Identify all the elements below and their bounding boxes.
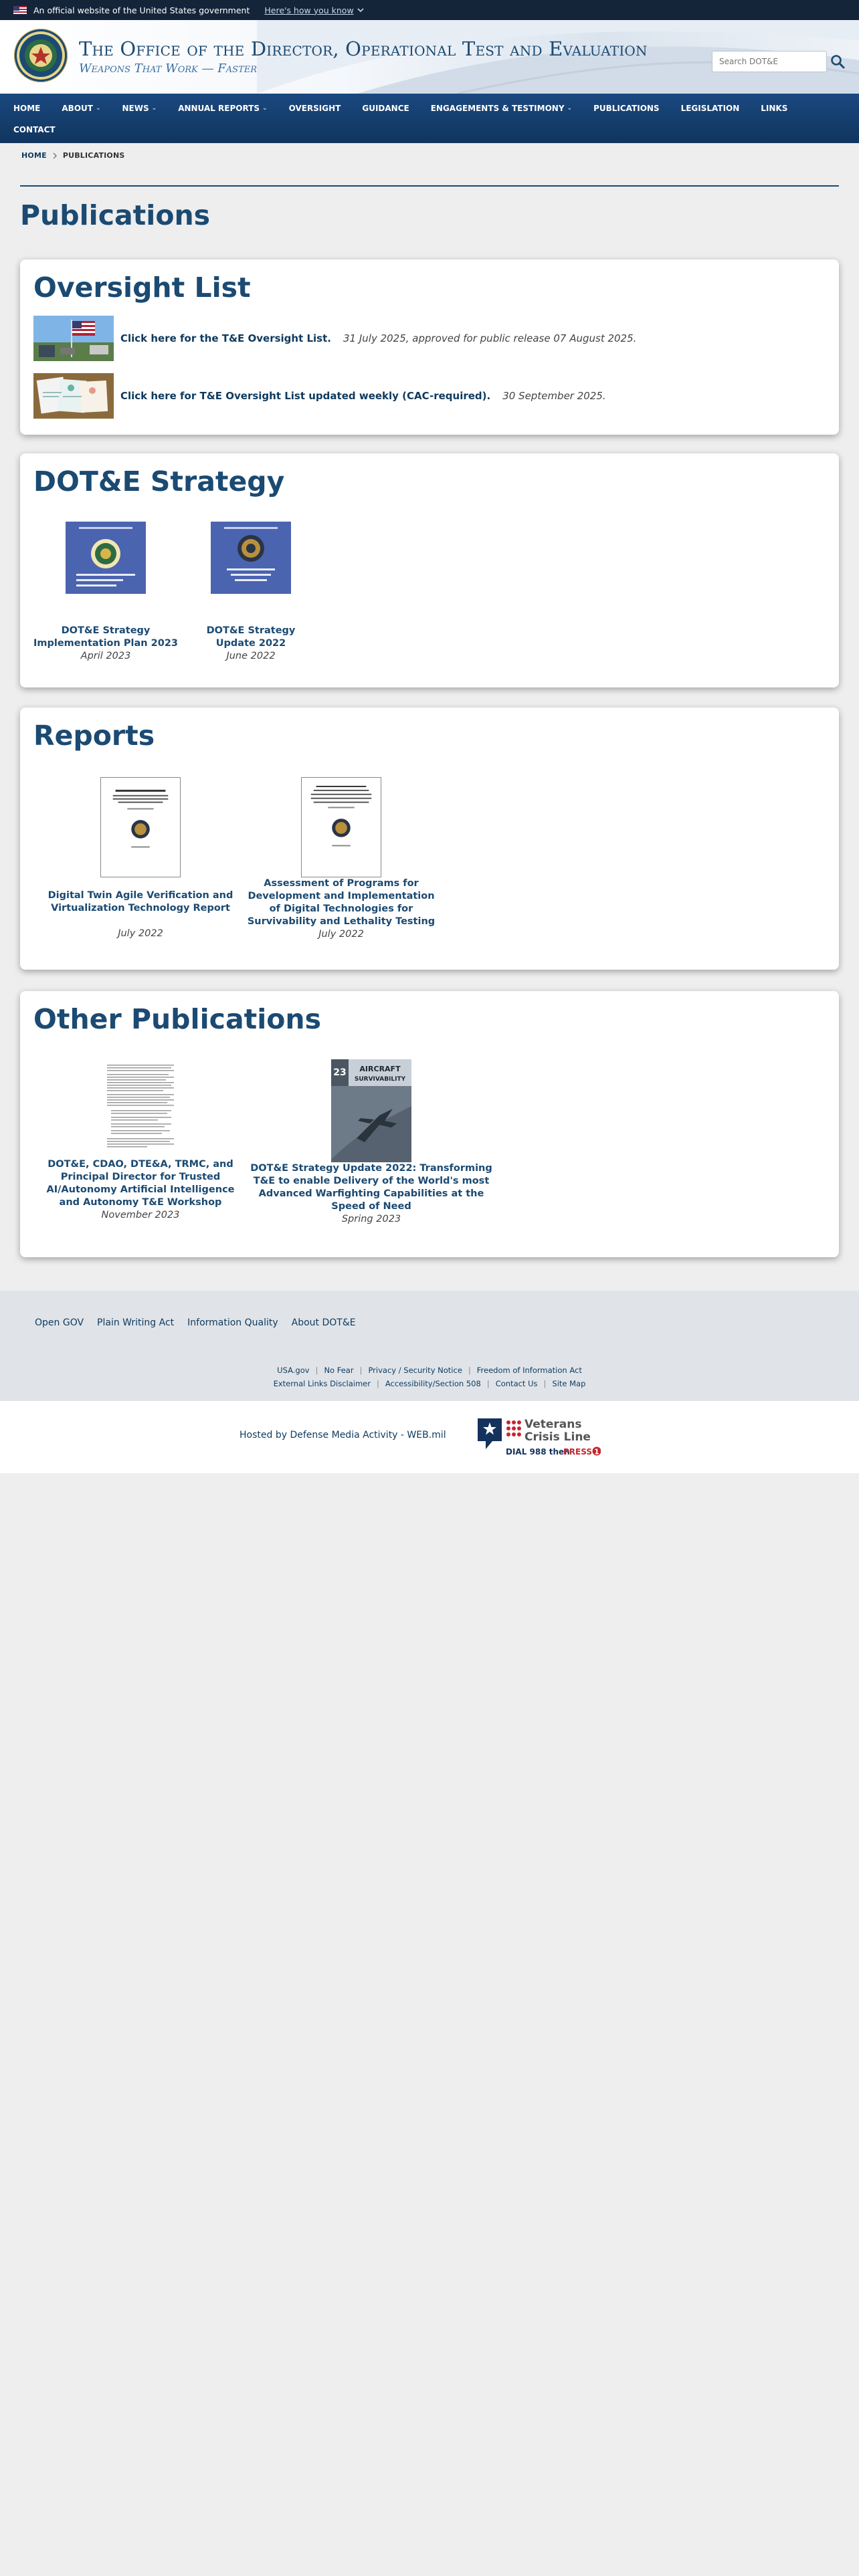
publication-title[interactable]: DOT&E Strategy Update 2022 — [206, 625, 296, 649]
search-icon[interactable] — [830, 53, 846, 70]
nav-item-label: ABOUT — [62, 104, 93, 113]
footer-mini-link-usa-gov[interactable]: USA.gov — [277, 1366, 310, 1375]
footer-mini-links-row-2 — [0, 1379, 859, 1388]
nav-item-annual-reports[interactable] — [178, 104, 267, 113]
oversight-weekly-link[interactable]: Click here for T&E Oversight List updated weekly (CAC-required). — [120, 390, 491, 402]
publication-date: July 2022 — [318, 929, 364, 940]
publication-date: July 2022 — [118, 928, 163, 939]
site-footer — [0, 1291, 859, 1401]
cover-issue-number: 23 — [333, 1067, 347, 1078]
strategy-update-2022-cover[interactable] — [211, 522, 291, 621]
vcl-line2: Crisis Line — [524, 1430, 591, 1444]
strategy-card — [20, 453, 839, 687]
chevron-right-icon — [52, 152, 58, 159]
publication-item[interactable] — [32, 522, 179, 663]
nav-item-legislation[interactable] — [681, 104, 740, 113]
footer-separator: | — [543, 1379, 547, 1388]
footer-mini-link-privacy-security-notice[interactable]: Privacy / Security Notice — [368, 1366, 462, 1375]
footer-mini-link-freedom-of-information-act[interactable]: Freedom of Information Act — [476, 1366, 582, 1375]
footer-mini-link-external-links-disclaimer[interactable]: External Links Disclaimer — [273, 1379, 371, 1388]
nav-item-label: LINKS — [761, 104, 788, 113]
veterans-crisis-line-logo[interactable] — [476, 1414, 601, 1459]
digital-twin-report-cover[interactable] — [100, 777, 181, 877]
nav-item-home[interactable] — [13, 104, 40, 113]
page-title: Publications — [20, 199, 211, 231]
strategy-heading: DOT&E Strategy — [33, 465, 285, 498]
publication-date: June 2022 — [226, 651, 276, 661]
us-flag-icon — [13, 6, 27, 14]
footer-separator: | — [468, 1366, 471, 1375]
site-tagline: Weapons That Work — Faster — [79, 62, 258, 76]
nav-item-label: GUIDANCE — [362, 104, 409, 113]
oversight-weekly-date: 30 September 2025. — [502, 390, 606, 402]
nav-item-links[interactable] — [761, 104, 787, 113]
vcl-press-number: 1 — [594, 1447, 599, 1457]
title-rule — [20, 185, 839, 187]
dote-seal-logo[interactable] — [13, 28, 68, 83]
nav-item-label: CONTACT — [13, 125, 56, 134]
footer-mini-link-no-fear[interactable]: No Fear — [324, 1366, 354, 1375]
vcl-press: PRESS — [563, 1447, 592, 1457]
footer-links — [35, 1317, 356, 1328]
nav-item-engagements-and-testimony[interactable] — [431, 104, 572, 113]
reports-card — [20, 708, 839, 970]
heres-how-you-know-label: Here's how you know — [264, 5, 354, 15]
main-nav — [0, 94, 859, 143]
publication-item[interactable] — [40, 777, 241, 940]
publication-date: Spring 2023 — [341, 1214, 401, 1224]
nav-item-contact[interactable] — [13, 125, 56, 134]
publication-title[interactable]: DOT&E Strategy Update 2022: Transforming T&E to enable Delivery of the World's most Advanced Warfighting Capabilities at the Speed of Need — [250, 1163, 492, 1212]
cover-title: AIRCRAFT — [359, 1065, 401, 1073]
publication-item[interactable] — [201, 522, 301, 663]
publication-item[interactable] — [241, 777, 442, 941]
nav-item-about[interactable] — [62, 104, 100, 113]
reports-heading: Reports — [33, 720, 155, 752]
footer-link-plain-writing-act[interactable]: Plain Writing Act — [97, 1317, 175, 1328]
oversight-heading: Oversight List — [33, 272, 251, 304]
footer-mini-link-contact-us[interactable]: Contact Us — [495, 1379, 538, 1388]
nav-row-1 — [13, 98, 846, 119]
nav-item-label: HOME — [13, 104, 41, 113]
footer-separator: | — [486, 1379, 490, 1388]
footer-mini-link-site-map[interactable]: Site Map — [552, 1379, 586, 1388]
nav-row-2 — [13, 119, 846, 140]
chevron-down-icon: ⌄ — [262, 105, 268, 112]
publication-title[interactable]: Digital Twin Agile Verification and Virtualization Technology Report — [47, 890, 233, 914]
chevron-down-icon: ⌄ — [95, 105, 101, 112]
nav-item-label: ANNUAL REPORTS — [178, 104, 260, 113]
footer-link-open-gov[interactable]: Open GOV — [35, 1317, 84, 1328]
other-publications-card — [20, 991, 839, 1257]
nav-item-publications[interactable] — [593, 104, 660, 113]
nav-item-guidance[interactable] — [362, 104, 409, 113]
nav-item-label: ENGAGEMENTS & TESTIMONY — [430, 104, 565, 113]
breadcrumb — [21, 151, 125, 160]
site-title[interactable]: The Office of the Director, Operational Test and Evaluation — [79, 37, 648, 60]
chevron-down-icon: ⌄ — [567, 105, 573, 112]
publication-title[interactable]: Assessment of Programs for Development and Implementation of Digital Technologies for Survivability and Lethality Testing — [247, 878, 436, 927]
footer-link-information-quality[interactable]: Information Quality — [187, 1317, 278, 1328]
heres-how-you-know-link[interactable] — [264, 5, 363, 15]
oversight-weekly-thumbnail[interactable] — [33, 373, 114, 419]
nav-item-oversight[interactable] — [289, 104, 341, 113]
hosted-by-link[interactable]: Hosted by Defense Media Activity - WEB.mil — [240, 1430, 446, 1440]
chevron-down-icon — [357, 7, 364, 13]
other-publications-heading: Other Publications — [33, 1003, 322, 1035]
breadcrumb-current: PUBLICATIONS — [62, 151, 125, 160]
footer-mini-link-accessibility-section-508[interactable]: Accessibility/Section 508 — [385, 1379, 481, 1388]
cover-subtitle: SURVIVABILITY — [354, 1076, 406, 1083]
hosting-footer — [0, 1401, 859, 1473]
oversight-list-link[interactable]: Click here for the T&E Oversight List. — [120, 332, 331, 344]
footer-separator: | — [376, 1379, 379, 1388]
gov-banner — [0, 0, 859, 20]
aircraft-survivability-cover[interactable] — [331, 1059, 411, 1162]
ai-workshop-cover[interactable] — [100, 1059, 181, 1158]
publication-item[interactable] — [248, 1059, 495, 1226]
publication-date: November 2023 — [101, 1210, 180, 1220]
vcl-line1: Veterans — [524, 1418, 582, 1431]
vcl-dial: DIAL 988 then — [506, 1447, 570, 1457]
publication-title[interactable]: DOT&E Strategy Implementation Plan 2023 — [33, 625, 178, 649]
oversight-item — [33, 373, 606, 419]
gov-banner-text: An official website of the United States government — [33, 5, 250, 15]
oversight-list-date: 31 July 2025, approved for public release 07 August 2025. — [343, 332, 637, 344]
nav-item-news[interactable] — [122, 104, 157, 113]
chevron-down-icon: ⌄ — [151, 105, 157, 112]
publication-item[interactable] — [40, 1059, 241, 1222]
footer-separator: | — [315, 1366, 318, 1375]
nav-item-label: LEGISLATION — [680, 104, 740, 113]
oversight-item — [33, 316, 636, 361]
publication-title[interactable]: DOT&E, CDAO, DTE&A, TRMC, and Principal Director for Trusted AI/Autonomy Artificial Intelligence and Autonomy T&E Workshop — [46, 1159, 235, 1208]
oversight-list-card — [20, 259, 839, 435]
footer-link-about-dotande[interactable]: About DOT&E — [291, 1317, 356, 1328]
strategy-plan-2023-cover[interactable] — [66, 522, 146, 621]
nav-item-label: OVERSIGHT — [288, 104, 341, 113]
assessment-digital-tech-cover[interactable] — [301, 777, 381, 877]
site-header — [0, 20, 859, 94]
nav-item-label: NEWS — [122, 104, 149, 113]
breadcrumb-home[interactable]: HOME — [21, 151, 47, 160]
nav-item-label: PUBLICATIONS — [593, 104, 660, 113]
footer-mini-links-row-1 — [0, 1366, 859, 1375]
search-input[interactable] — [712, 51, 827, 72]
publication-date: April 2023 — [80, 651, 131, 661]
oversight-list-thumbnail[interactable] — [33, 316, 114, 361]
footer-separator: | — [359, 1366, 363, 1375]
